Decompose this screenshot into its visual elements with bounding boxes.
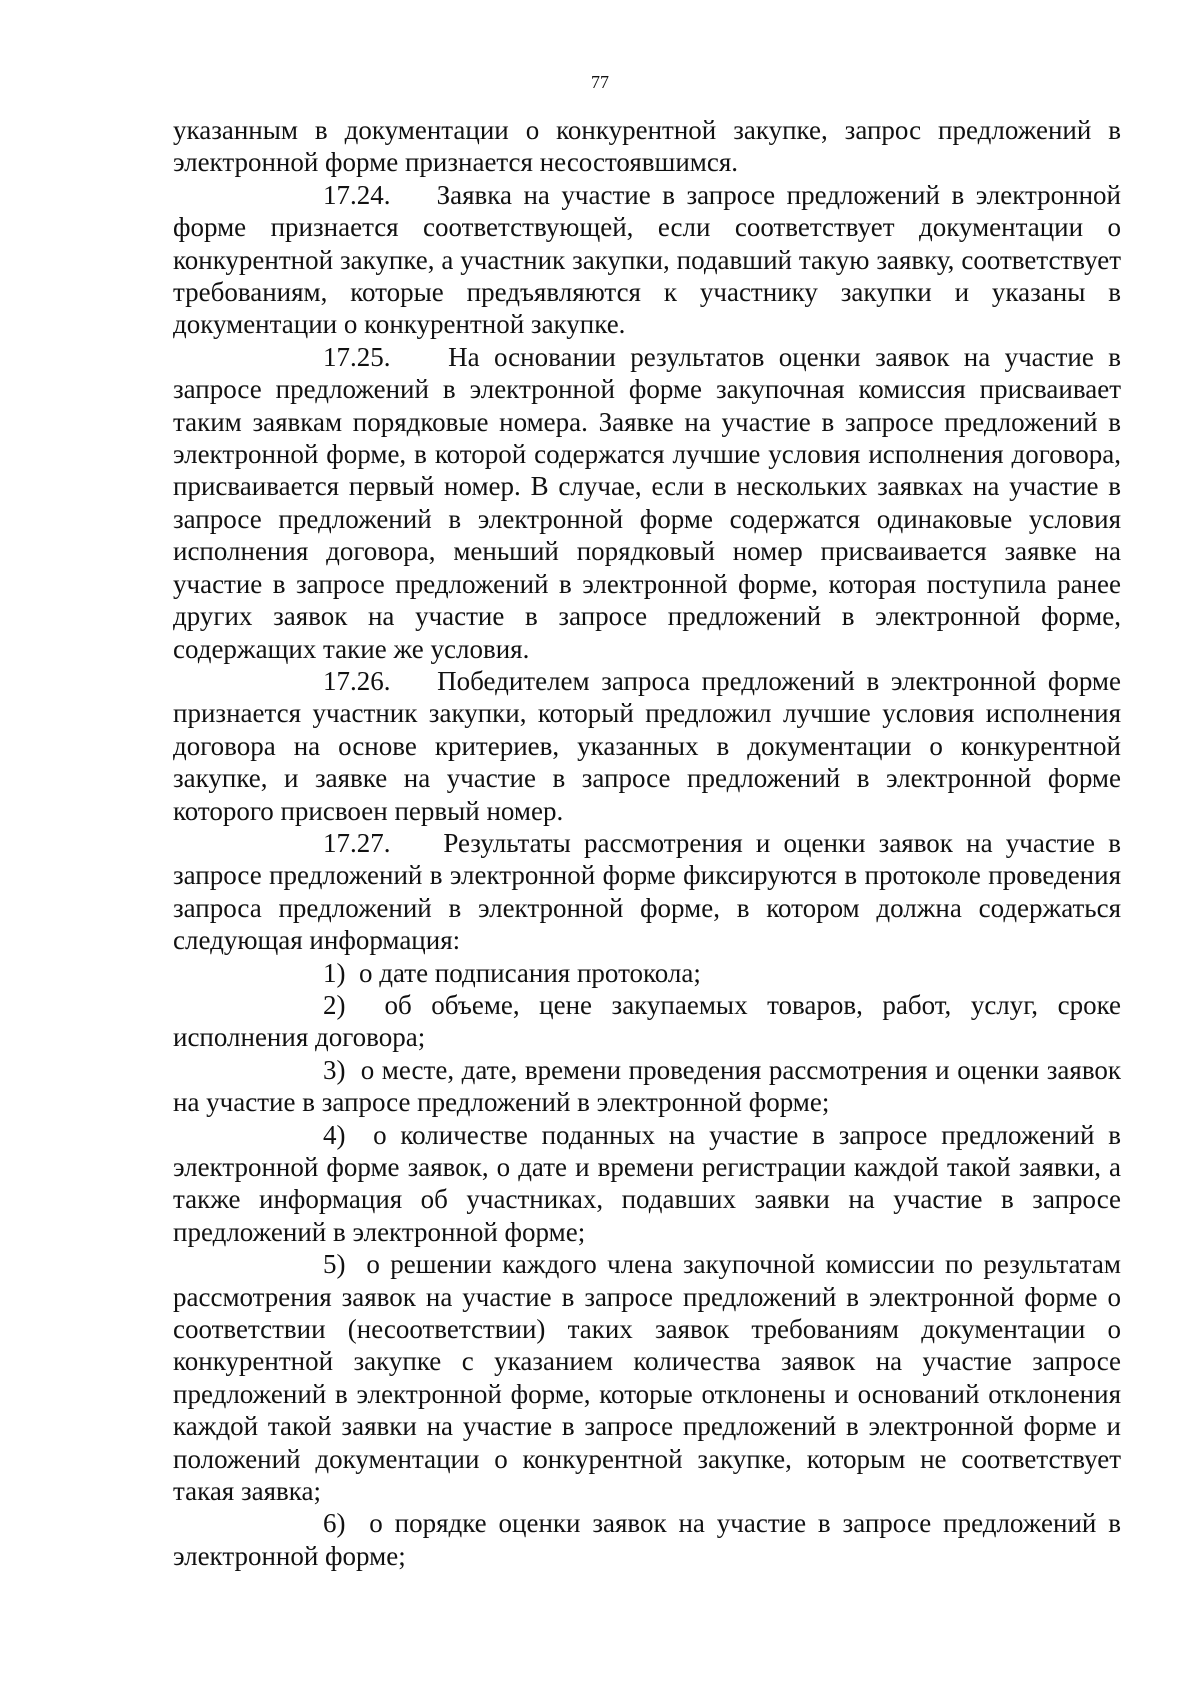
list-item-text: об объеме, цене закупаемых товаров, работ, услуг, сроке исполнения договора; — [173, 989, 1121, 1053]
list-item-text: о месте, дате, времени проведения рассмотрения и оценки заявок на участие в запросе предложений в электронной форме; — [173, 1054, 1121, 1118]
document-body — [173, 114, 1121, 1572]
list-item-number: 2) — [323, 989, 346, 1020]
clause-text: Заявка на участие в запросе предложений в электронной форме признается соответствующей, если соответствует документации о конкурентной закупке, а участник закупки, подавший такую заявку, соответствует требованиям, которые предъявляются к участнику закупки и указаны в документации о конкурентной закупке. — [173, 179, 1121, 340]
list-item-5 — [173, 1248, 1121, 1507]
list-item-1 — [173, 957, 1121, 989]
list-item-number: 1) — [323, 957, 346, 988]
list-item-number: 5) — [323, 1249, 346, 1280]
list-item-2 — [173, 989, 1121, 1054]
list-item-3 — [173, 1054, 1121, 1119]
list-item-text: о дате подписания протокола; — [359, 957, 701, 988]
clause-text: На основании результатов оценки заявок на участие в запросе предложений в электронной форме закупочная комиссия присваивает таким заявкам порядковые номера. Заявке на участие в запросе предложений в электронной форме, в которой содержатся лучшие условия исполнения договора, присваивается первый номер. В случае, если в нескольких заявках на участие в запросе предложений в электронной форме содержатся одинаковые условия исполнения договора, меньший порядковый номер присваивается заявке на участие в запросе предложений в электронной форме, которая поступила ранее других заявок на участие в запросе предложений в электронной форме, содержащих такие же условия. — [173, 341, 1122, 664]
clause-number: 17.27. — [323, 827, 391, 858]
clause-text: Результаты рассмотрения и оценки заявок на участие в запросе предложений в электронной форме фиксируются в протоколе проведения запроса предложений в электронной форме, в котором должна содержаться следующая информация: — [173, 827, 1121, 956]
list-item-number: 4) — [323, 1119, 346, 1150]
list-item-text: о решении каждого члена закупочной комиссии по результатам рассмотрения заявок на участие в запросе предложений в электронной форме о соответствии (несоответствии) таких заявок требованиям документации о конкурентной закупке с указанием количества заявок на участие запросе предложений в электронной форме, которые отклонены и оснований отклонения каждой такой заявки на участие в запросе предложений в электронной форме и положений документации о конкурентной закупке, которым не соответствует такая заявка; — [173, 1249, 1121, 1507]
list-item-text: о количестве поданных на участие в запросе предложений в электронной форме заявок, о дате и времени регистрации каждой такой заявки, а также информация об участниках, подавших заявки на участие в запросе предложений в электронной форме; — [173, 1119, 1122, 1247]
clause-number: 17.24. — [323, 179, 391, 210]
paragraph-text: указанным в документации о конкурентной закупке, запрос предложений в электронной форме признается несостоявшимся. — [173, 115, 1121, 178]
clause-17-26 — [173, 665, 1121, 827]
list-item-text: о порядке оценки заявок на участие в запросе предложений в электронной форме; — [173, 1508, 1122, 1571]
paragraph-continuation — [173, 114, 1121, 179]
clause-17-25 — [173, 341, 1121, 665]
clause-text: Победителем запроса предложений в электронной форме признается участник закупки, который предложил лучшие условия исполнения договора на основе критериев, указанных в документации о конкурентной закупке, и заявке на участие в запросе предложений в электронной форме которого присвоен первый номер. — [173, 665, 1122, 826]
list-item-number: 6) — [323, 1508, 346, 1539]
list-item-number: 3) — [323, 1054, 346, 1085]
page-number: 77 — [591, 72, 609, 92]
clause-17-24 — [173, 179, 1121, 341]
list-item-4 — [173, 1119, 1121, 1249]
clause-number: 17.25. — [323, 341, 391, 372]
clause-17-27 — [173, 827, 1121, 957]
list-item-6 — [173, 1507, 1121, 1572]
clause-number: 17.26. — [323, 665, 391, 696]
